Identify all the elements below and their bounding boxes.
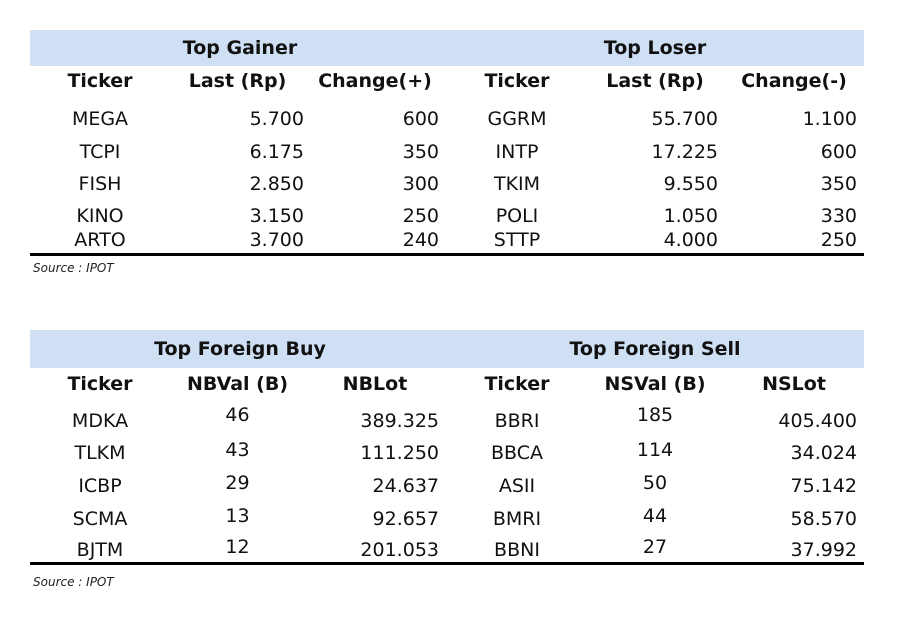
- buy-nblot: 24.637: [372, 475, 439, 497]
- sell-nsval: 27: [642, 536, 668, 558]
- sell-ticker: BMRI: [492, 508, 542, 530]
- buy-nblot: 201.053: [360, 539, 439, 561]
- buy-ticker: TLKM: [74, 442, 126, 464]
- buy-ticker: MDKA: [71, 410, 129, 432]
- loser-change: 250: [820, 229, 857, 251]
- bottom-rule: [30, 253, 864, 256]
- sell-nslot: 405.400: [778, 410, 857, 432]
- sell-ticker: ASII: [498, 475, 536, 497]
- gainer-change: 350: [402, 141, 439, 163]
- gainer-ticker: TCPI: [79, 141, 121, 163]
- gainer-ticker: KINO: [76, 205, 124, 227]
- sell-nsval: 44: [642, 505, 668, 527]
- source-note: Source : IPOT: [33, 575, 114, 589]
- gainer-ticker: MEGA: [71, 108, 129, 130]
- buy-nbval: 46: [225, 404, 250, 426]
- sell-nslot: 58.570: [790, 508, 857, 530]
- loser-ticker: POLI: [495, 205, 539, 227]
- col-header-ticker: Ticker: [484, 373, 550, 395]
- loser-change: 350: [820, 173, 857, 195]
- buy-ticker: SCMA: [72, 508, 128, 530]
- col-header-ticker: Ticker: [484, 70, 550, 92]
- sell-nsval: 114: [636, 439, 674, 461]
- gainer-change: 250: [402, 205, 439, 227]
- loser-last: 1.050: [663, 205, 718, 227]
- loser-ticker: TKIM: [493, 173, 541, 195]
- buy-nblot: 389.325: [360, 410, 439, 432]
- gainer-last: 5.700: [249, 108, 304, 130]
- col-header-change-plus: Change(+): [318, 70, 432, 92]
- loser-change: 330: [820, 205, 857, 227]
- buy-nblot: 92.657: [372, 508, 439, 530]
- col-header-nsval: NSVal (B): [604, 373, 706, 395]
- top-gainer-loser-table: [30, 30, 864, 280]
- sell-nslot: 37.992: [790, 539, 857, 561]
- sell-nslot: 34.024: [790, 442, 857, 464]
- col-header-nblot: NBLot: [342, 373, 408, 395]
- gainer-last: 2.850: [249, 173, 304, 195]
- gainer-change: 300: [402, 173, 439, 195]
- gainer-change: 240: [402, 229, 439, 251]
- top-gainer-title: Top Gainer: [182, 37, 298, 59]
- col-header-last: Last (Rp): [606, 70, 704, 92]
- top-foreign-sell-title: Top Foreign Sell: [569, 338, 741, 360]
- col-header-change-minus: Change(-): [741, 70, 847, 92]
- buy-nbval: 29: [225, 472, 250, 494]
- loser-last: 9.550: [663, 173, 718, 195]
- loser-ticker: STTP: [493, 229, 541, 251]
- top-loser-title: Top Loser: [603, 37, 707, 59]
- buy-nbval: 13: [225, 505, 250, 527]
- loser-last: 4.000: [663, 229, 718, 251]
- col-header-last: Last (Rp): [188, 70, 287, 92]
- loser-change: 1.100: [802, 108, 857, 130]
- loser-ticker: INTP: [495, 141, 539, 163]
- buy-nbval: 43: [225, 439, 250, 461]
- loser-change: 600: [820, 141, 857, 163]
- loser-last: 17.225: [651, 141, 718, 163]
- col-header-ticker: Ticker: [67, 70, 133, 92]
- top-foreign-buy-title: Top Foreign Buy: [154, 338, 326, 360]
- gainer-ticker: ARTO: [74, 229, 126, 251]
- bottom-rule: [30, 562, 864, 565]
- sell-nsval: 50: [642, 472, 668, 494]
- gainer-last: 3.700: [249, 229, 304, 251]
- sell-ticker: BBNI: [494, 539, 540, 561]
- loser-ticker: GGRM: [487, 108, 547, 130]
- gainer-ticker: FISH: [78, 173, 122, 195]
- col-header-nslot: NSLot: [762, 373, 826, 395]
- source-note: Source : IPOT: [33, 261, 114, 275]
- sell-ticker: BBCA: [491, 442, 543, 464]
- top-foreign-buy-sell-table: [30, 330, 864, 600]
- gainer-last: 3.150: [249, 205, 304, 227]
- sell-nsval: 185: [636, 404, 674, 426]
- col-header-nbval: NBVal (B): [186, 373, 289, 395]
- col-header-ticker: Ticker: [67, 373, 133, 395]
- gainer-last: 6.175: [249, 141, 304, 163]
- buy-ticker: ICBP: [78, 475, 122, 497]
- sell-ticker: BBRI: [494, 410, 540, 432]
- gainer-change: 600: [402, 108, 439, 130]
- buy-nbval: 12: [225, 536, 250, 558]
- sell-nslot: 75.142: [790, 475, 857, 497]
- buy-nblot: 111.250: [360, 442, 439, 464]
- loser-last: 55.700: [651, 108, 718, 130]
- buy-ticker: BJTM: [76, 539, 124, 561]
